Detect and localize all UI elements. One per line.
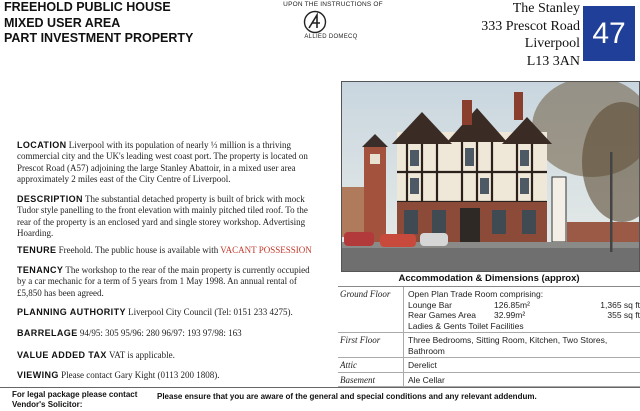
viewing-text: Please contact Gary Kight (0113 200 1808).: [61, 370, 220, 380]
room-name: Rear Games Area: [408, 310, 477, 320]
ground-floor-intro: Open Plan Trade Room comprising:: [408, 289, 544, 299]
viewing-section: [17, 370, 317, 381]
first-floor-desc: Three Bedrooms, Sitting Room, Kitchen, Two Stores, Bathroom: [403, 333, 640, 357]
accommodation-title: Accommodation & Dimensions (approx): [398, 273, 580, 284]
room-sqft: 1,365 sq ft: [600, 299, 640, 310]
room-name: Lounge Bar: [408, 299, 452, 310]
room-lounge-bar: [408, 300, 640, 311]
lot-number-badge: 47: [583, 6, 635, 61]
room-sqm: 126.85m²: [494, 299, 530, 310]
ground-floor-row: [338, 287, 640, 333]
vat-text: VAT is applicable.: [108, 350, 175, 360]
footer-solicitor-note: For legal package please contact Vendor's Solicitor:: [12, 390, 138, 409]
address-postcode: L13 3AN: [526, 53, 580, 69]
vat-section: [17, 350, 317, 361]
planning-text: Liverpool City Council (Tel: 0151 233 4275).: [128, 307, 293, 317]
heading-line-1: FREEHOLD PUBLIC HOUSE: [4, 0, 171, 14]
planning-section: [17, 307, 317, 318]
address-street: 333 Prescot Road: [481, 18, 580, 34]
tenancy-label: TENANCY: [17, 265, 64, 275]
basement-label: Basement: [340, 374, 375, 385]
ground-floor-label: Ground Floor: [340, 289, 391, 299]
footer-divider: [0, 387, 640, 388]
tenancy-text: The workshop to the rear of the main property is currently occupied by a car mechanic for a term of 5 years from 1 May 1998. An annual rental of £5,850 has been agreed.: [17, 265, 310, 298]
tenancy-section: [17, 265, 317, 299]
tenure-label: TENURE: [17, 245, 57, 255]
planning-label: PLANNING AUTHORITY: [17, 307, 126, 317]
accommodation-table: [338, 286, 640, 387]
first-floor-label: First Floor: [340, 335, 381, 345]
tenure-section: [17, 245, 317, 256]
ground-floor-desc: [403, 287, 640, 332]
room-sqft: 355 sq ft: [607, 310, 640, 320]
property-address: [481, 0, 580, 70]
barrelage-label: BARRELAGE: [17, 328, 78, 338]
footer-conditions-note: Please ensure that you are aware of the general and special conditions and any relevant addendum.: [157, 392, 537, 401]
description-label: DESCRIPTION: [17, 194, 83, 204]
viewing-label: VIEWING: [17, 370, 59, 380]
logo-name: ALLIED DOMECQ: [304, 34, 358, 40]
attic-label: Attic: [340, 360, 357, 370]
barrelage-section: [17, 328, 317, 339]
heading-line-2: MIXED USER AREA: [4, 15, 121, 30]
heading-line-3: PART INVESTMENT PROPERTY: [4, 31, 194, 45]
address-city: Liverpool: [524, 36, 580, 51]
basement-row: [338, 373, 640, 388]
attic-row: [338, 358, 640, 373]
property-name: The Stanley: [512, 1, 580, 16]
first-floor-row: [338, 333, 640, 358]
property-heading: [4, 0, 193, 47]
vacant-possession-text: VACANT POSSESSION: [220, 245, 312, 255]
instructions-text: UPON THE INSTRUCTIONS OF: [283, 1, 383, 8]
location-label: LOCATION: [17, 140, 67, 150]
location-section: [17, 140, 317, 185]
location-text: Liverpool with its population of nearly ⅓ million is a thriving commercial city and the UK's leading west coast port. The property is located on Prescot Road (A57) adjoining the large Stanley Abattoir, in a mixed user area approximately 2 miles east of the City Centre of Liverpool.: [17, 140, 308, 184]
tenure-text: Freehold. The public house is available with: [58, 245, 221, 255]
ground-floor-extra: Ladies & Gents Toilet Facilities: [408, 320, 524, 331]
vat-label: VALUE ADDED TAX: [17, 350, 107, 360]
allied-domecq-logo-icon: [300, 10, 330, 34]
barrelage-text: 94/95: 305 95/96: 280 96/97: 193 97/98: 163: [79, 328, 242, 338]
description-text: The substantial detached property is built of brick with mock Tudor style panelling to the front elevation with mainly pitched tiled roof. To the rear of the property is an enclosed yard and single storey workshop. Advertising Hoarding.: [17, 194, 308, 238]
description-section: [17, 194, 317, 239]
room-sqm: 32.99m²: [494, 310, 526, 320]
room-rear-games: [408, 310, 640, 321]
property-photo: [341, 81, 640, 272]
attic-desc: Derelict: [403, 358, 640, 372]
basement-desc: Ale Cellar: [403, 373, 640, 387]
